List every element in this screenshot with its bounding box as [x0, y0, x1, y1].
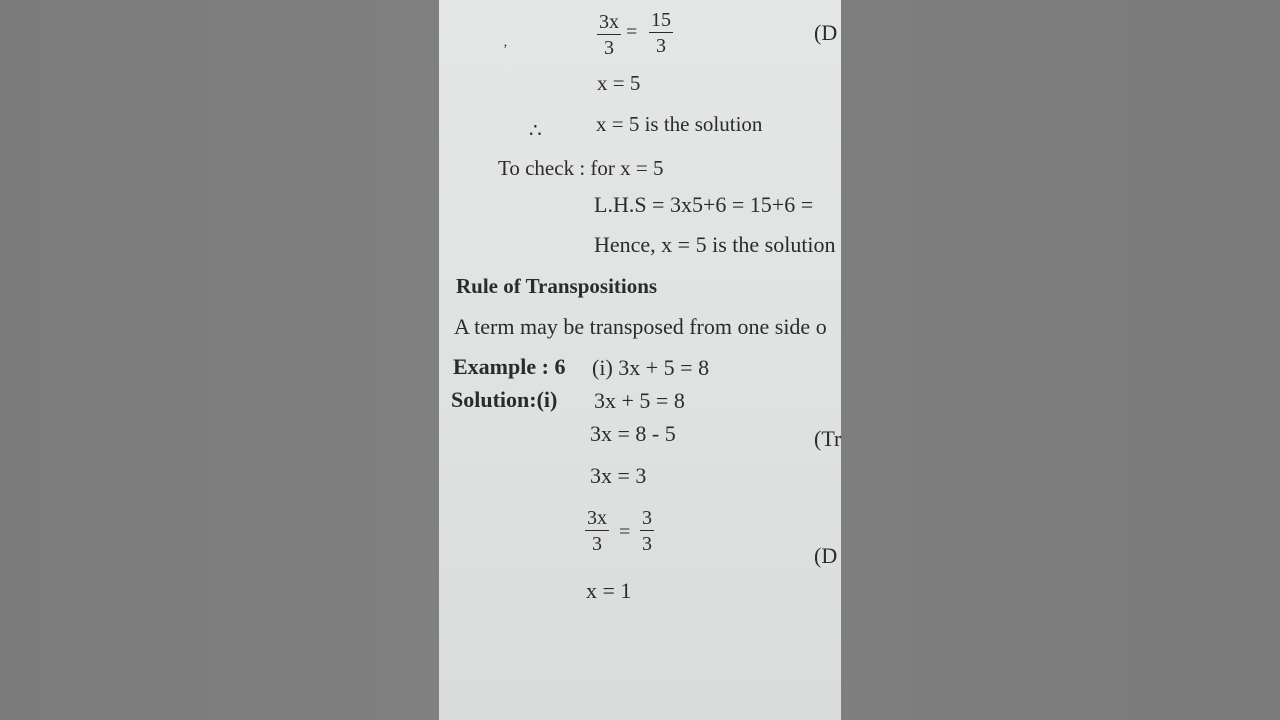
fraction-rhs-1	[649, 10, 673, 56]
line-x-equals-5: x = 5	[597, 71, 641, 95]
right-background	[841, 0, 1280, 720]
fraction-rhs-2	[640, 508, 654, 554]
fraction-denominator: 3	[604, 37, 614, 59]
example-equation: (i) 3x + 5 = 8	[592, 355, 710, 380]
solution-step-4: x = 1	[586, 578, 632, 603]
equals-sign: =	[626, 21, 638, 43]
margin-note-tr: (Tr	[814, 426, 841, 451]
fraction-numerator: 3	[642, 507, 652, 529]
solution-step-3: 3x = 3	[590, 463, 647, 488]
margin-note-d2: (D	[814, 543, 838, 568]
hence-line: Hence, x = 5 is the solution	[594, 232, 836, 257]
section-heading: Rule of Transpositions	[456, 274, 658, 298]
equals-sign: =	[619, 521, 631, 543]
therefore-symbol: ∴	[529, 120, 542, 142]
fraction-denominator: 3	[642, 533, 652, 555]
stray-mark: ‚	[503, 35, 508, 50]
fraction-lhs-2	[585, 508, 609, 554]
fraction-numerator: 15	[651, 9, 671, 31]
fraction-denominator: 3	[592, 533, 602, 555]
margin-note-d1: (D	[814, 20, 838, 45]
lhs-check-line: L.H.S = 3x5+6 = 15+6 =	[594, 192, 814, 217]
solution-step-2: 3x = 8 - 5	[590, 421, 676, 446]
fraction-numerator: 3x	[587, 507, 607, 529]
left-background	[0, 0, 439, 720]
solution-step-1: 3x + 5 = 8	[594, 388, 685, 413]
fraction-lhs-1	[597, 12, 621, 58]
fraction-numerator: 3x	[599, 11, 619, 33]
solution-label: Solution:(i)	[451, 387, 558, 412]
fraction-denominator: 3	[656, 35, 666, 57]
document-page	[439, 0, 841, 720]
rule-text: A term may be transposed from one side o	[454, 314, 827, 339]
example-label: Example : 6	[453, 354, 566, 379]
to-check-line: To check : for x = 5	[498, 156, 664, 180]
line-solution: x = 5 is the solution	[596, 112, 763, 136]
